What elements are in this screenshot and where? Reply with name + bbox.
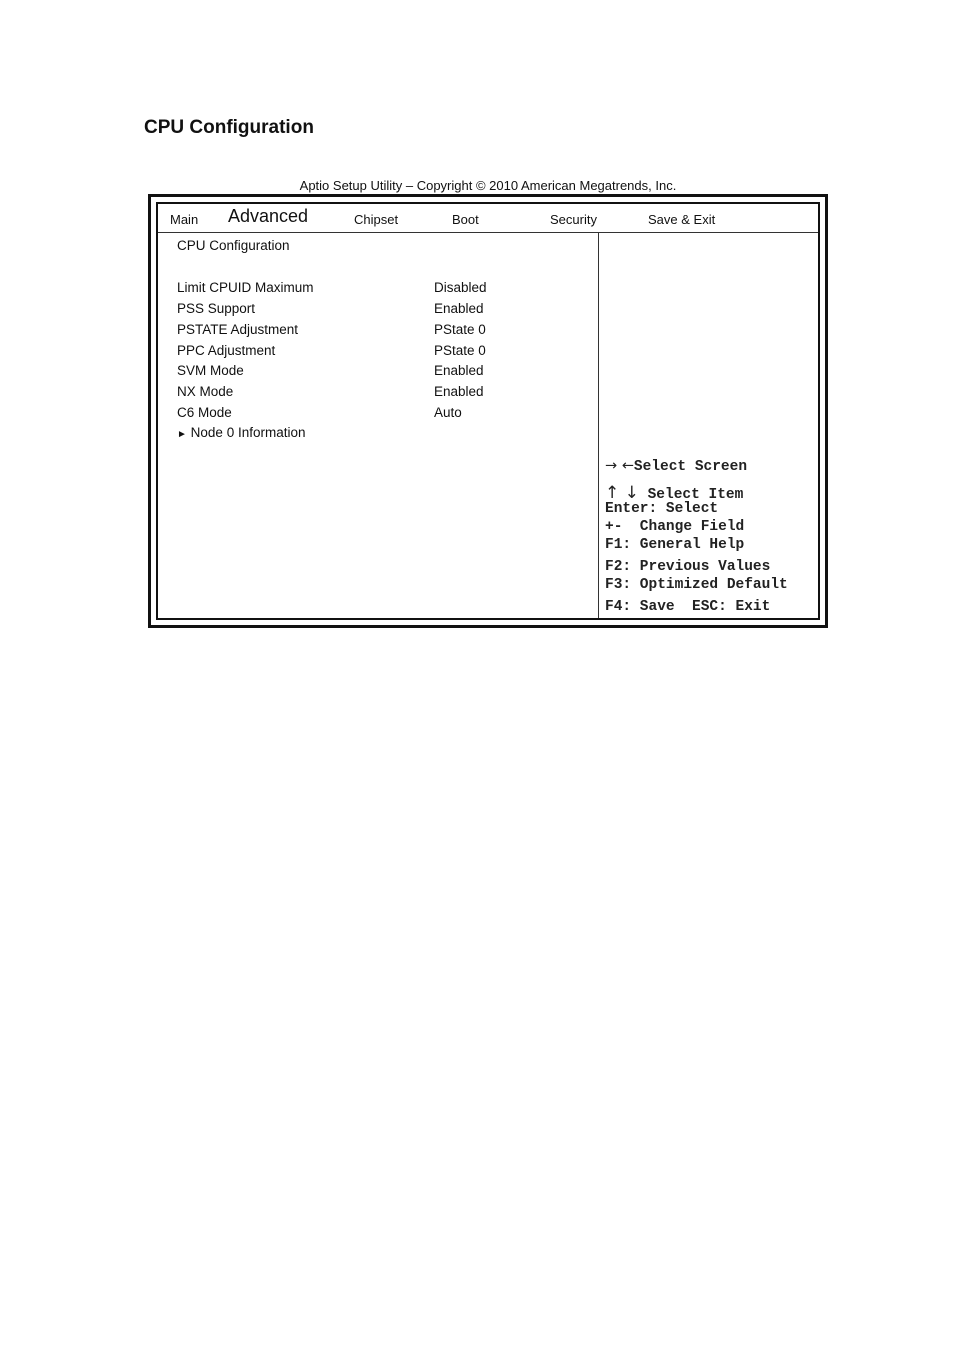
submenu-arrow-icon: ► bbox=[177, 429, 187, 440]
menu-bar bbox=[158, 204, 818, 233]
left-right-arrows-icon: → ← bbox=[605, 458, 634, 474]
option-nx-mode[interactable] bbox=[177, 384, 597, 402]
option-svm-mode[interactable] bbox=[177, 363, 597, 381]
help-change-field: +- Change Field bbox=[605, 519, 745, 535]
option-value[interactable]: Enabled bbox=[434, 384, 484, 399]
option-limit-cpuid-maximum[interactable] bbox=[177, 280, 597, 298]
option-value[interactable]: Auto bbox=[434, 405, 462, 420]
help-general-help: F1: General Help bbox=[605, 537, 745, 553]
option-label: Limit CPUID Maximum bbox=[177, 280, 314, 295]
help-pane bbox=[599, 233, 818, 618]
menu-tab-chipset[interactable]: Chipset bbox=[354, 212, 399, 227]
submenu-node-0-information[interactable] bbox=[177, 425, 306, 440]
option-c6-mode[interactable] bbox=[177, 405, 597, 423]
help-text: Select Item bbox=[647, 487, 744, 503]
help-save-exit: F4: Save ESC: Exit bbox=[605, 599, 771, 615]
menu-tab-boot[interactable]: Boot bbox=[452, 212, 479, 227]
option-value[interactable]: Enabled bbox=[434, 363, 484, 378]
options-pane bbox=[158, 233, 599, 618]
option-pstate-adjustment[interactable] bbox=[177, 322, 597, 340]
help-enter: Enter: Select bbox=[605, 501, 719, 517]
up-down-arrows-icon: ↑ ↓ bbox=[605, 483, 639, 503]
bios-screen bbox=[148, 194, 828, 628]
option-value[interactable]: Disabled bbox=[434, 280, 487, 295]
option-value[interactable]: PState 0 bbox=[434, 343, 486, 358]
section-title: CPU Configuration bbox=[177, 238, 290, 253]
option-ppc-adjustment[interactable] bbox=[177, 343, 597, 361]
option-label: PSTATE Adjustment bbox=[177, 322, 299, 337]
menu-tab-security[interactable]: Security bbox=[550, 212, 597, 227]
help-text: Select Screen bbox=[633, 459, 748, 475]
help-previous-values: F2: Previous Values bbox=[605, 559, 771, 575]
option-label: NX Mode bbox=[177, 384, 234, 399]
menu-tab-save-exit[interactable]: Save & Exit bbox=[648, 212, 716, 227]
bios-inner-frame bbox=[156, 202, 820, 620]
help-select-screen bbox=[605, 458, 747, 475]
menu-tab-main[interactable]: Main bbox=[170, 212, 199, 227]
help-select-item bbox=[605, 483, 743, 503]
page-heading: CPU Configuration bbox=[144, 117, 314, 138]
option-label: SVM Mode bbox=[177, 363, 244, 378]
help-optimized-default: F3: Optimized Default bbox=[605, 577, 788, 593]
submenu-label: Node 0 Information bbox=[190, 425, 306, 440]
bios-caption: Aptio Setup Utility – Copyright © 2010 American Megatrends, Inc. bbox=[299, 178, 677, 193]
option-label: PSS Support bbox=[177, 301, 256, 316]
option-pss-support[interactable] bbox=[177, 301, 597, 319]
menu-tab-advanced[interactable]: Advanced bbox=[228, 206, 309, 226]
option-label: C6 Mode bbox=[177, 405, 232, 420]
option-label: PPC Adjustment bbox=[177, 343, 276, 358]
option-value[interactable]: PState 0 bbox=[434, 322, 486, 337]
option-value[interactable]: Enabled bbox=[434, 301, 484, 316]
